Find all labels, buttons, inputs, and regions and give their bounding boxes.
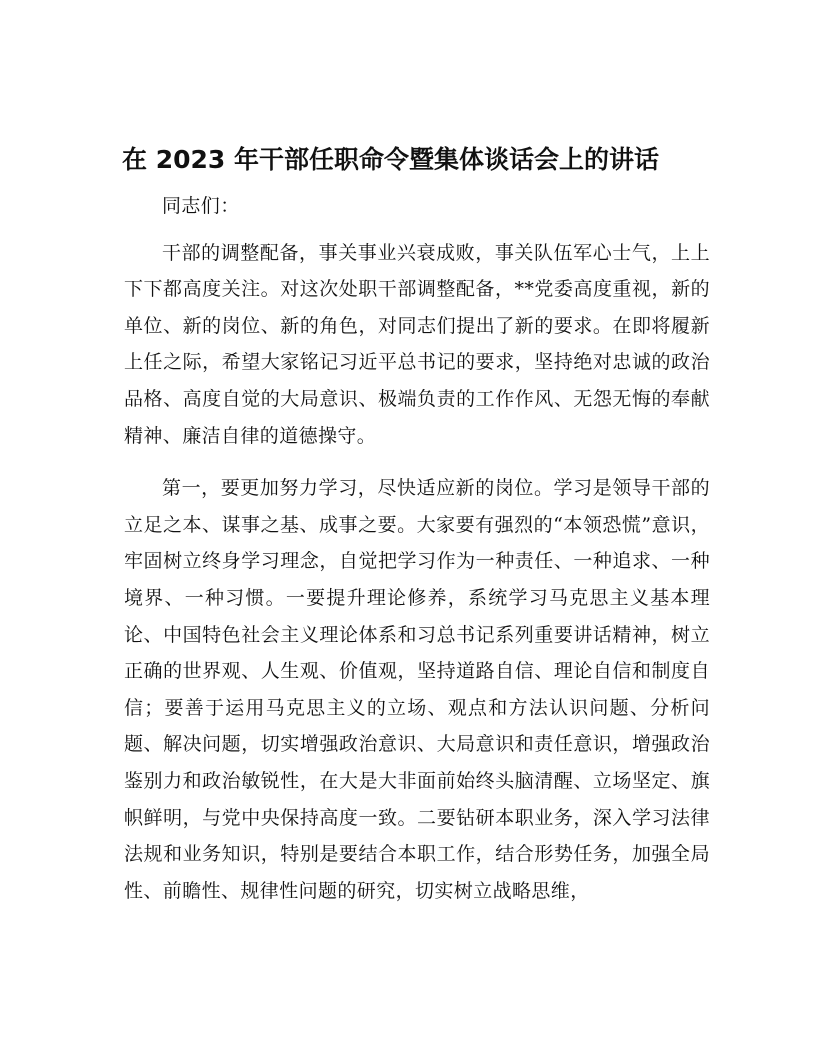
document-body (124, 188, 710, 909)
paragraph-first-point: 第一，要更加努力学习，尽快适应新的岗位。学习是领导干部的立足之本、谋事之基、成事之要。大家要有强烈的“本领恐慌”意识，牢固树立终身学习理念，自觉把学习作为一种责任、一种追求、一种境界、一种习惯。一要提升理论修养，系统学习马克思主义基本理论、中国特色社会主义理论体系和习总书记系列重要讲话精神，树立正确的世界观、人生观、价值观，坚持道路自信、理论自信和制度自信；要善于运用马克思主义的立场、观点和方法认识问题、分析问题、解决问题，切实增强政治意识、大局意识和责任意识，增强政治鉴别力和政治敏锐性，在大是大非面前始终头脑清醒、立场坚定、旗帜鲜明，与党中央保持高度一致。二要钻研本职业务，深入学习法律法规和业务知识，特别是要结合本职工作，结合形势任务，加强全局性、前瞻性、规律性问题的研究，切实树立战略思维， (124, 477, 710, 902)
salutation: 同志们： (162, 195, 240, 217)
document-title: 在 2023 年干部任职命令暨集体谈话会上的讲话 (122, 145, 659, 174)
paragraph-intro: 干部的调整配备，事关事业兴衰成败，事关队伍军心士气，上上下下都高度关注。对这次处职干部调整配备，**党委高度重视，新的单位、新的岗位、新的角色，对同志们提出了新的要求。在即将履新上任之际，希望大家铭记习近平总书记的要求，坚持绝对忠诚的政治品格、高度自觉的大局意识、极端负责的工作作风、无怨无悔的奉献精神、廉洁自律的道德操守。 (124, 241, 710, 447)
